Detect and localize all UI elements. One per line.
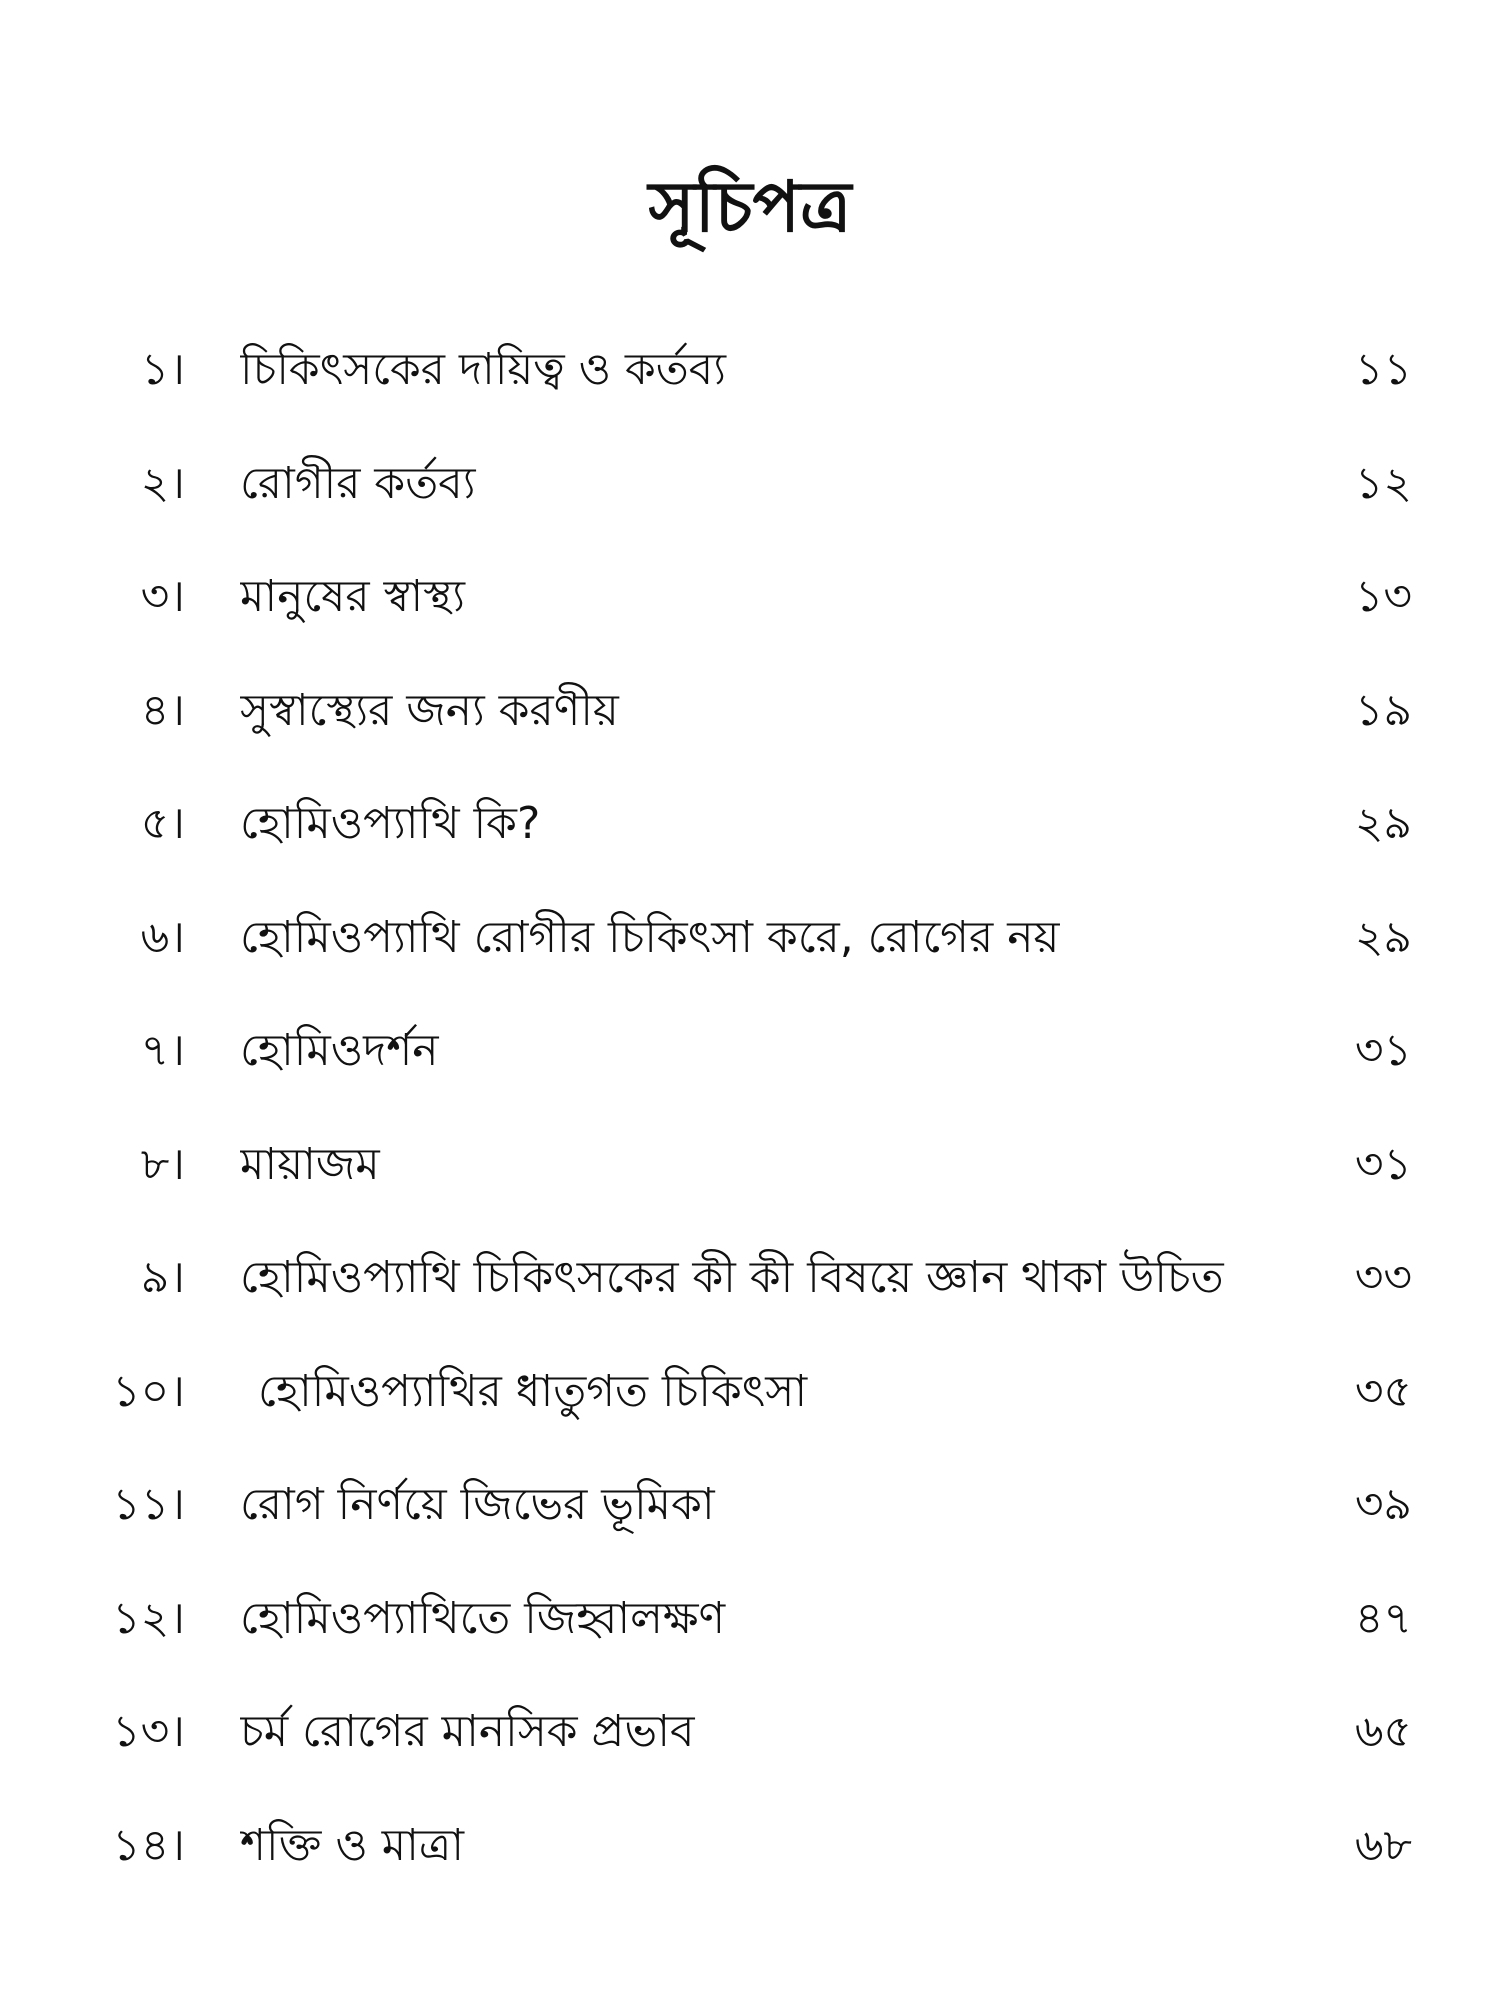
toc-entry-number: ৩। bbox=[140, 571, 185, 622]
toc-entry-number: ৪। bbox=[140, 684, 185, 736]
toc-entry-number: ৫। bbox=[140, 798, 185, 849]
toc-entry-title: শক্তি ও মাত্রা bbox=[240, 1819, 464, 1871]
toc-entry-page: ৬৫ bbox=[1354, 1706, 1412, 1757]
toc-entry-title: সুস্বাস্থ্যের জন্য করণীয় bbox=[240, 684, 619, 736]
toc-entry bbox=[0, 1125, 1500, 1239]
toc-entry-title: মায়াজম bbox=[240, 1138, 380, 1190]
toc-entry bbox=[0, 444, 1500, 558]
toc-entry-number: ৬। bbox=[140, 911, 185, 963]
toc-entry-number: ১১। bbox=[112, 1479, 185, 1530]
toc-entry-number: ১। bbox=[140, 344, 185, 395]
toc-entry bbox=[0, 898, 1500, 1012]
toc-entry-title: হোমিওপ্যাথির ধাতুগত চিকিৎসা bbox=[258, 1365, 808, 1417]
toc-entry-number: ১৪। bbox=[112, 1819, 185, 1871]
toc-entry bbox=[0, 1352, 1500, 1466]
toc-entry-number: ১২। bbox=[112, 1592, 185, 1644]
toc-entry-page: ৩৫ bbox=[1354, 1365, 1412, 1417]
toc-entry-page: ৩১ bbox=[1354, 1138, 1412, 1190]
toc-entry-number: ১০। bbox=[112, 1365, 185, 1417]
toc-entry bbox=[0, 1579, 1500, 1693]
toc-entry-number: ১৩। bbox=[112, 1706, 185, 1757]
toc-entry-page: ২৯ bbox=[1354, 911, 1412, 963]
toc-entry-title: মানুষের স্বাস্থ্য bbox=[240, 571, 466, 622]
toc-entry-title: রোগীর কর্তব্য bbox=[240, 457, 476, 509]
toc-entry-page: ৩৩ bbox=[1354, 1252, 1412, 1303]
toc-entry-page: ৬৮ bbox=[1354, 1819, 1412, 1871]
toc-entry-title: হোমিওপ্যাথি কি? bbox=[240, 798, 541, 849]
toc-entry bbox=[0, 1465, 1500, 1579]
page-title: সূচিপত্র bbox=[648, 165, 852, 248]
toc-entry bbox=[0, 1238, 1500, 1352]
toc-entry-title: হোমিওপ্যাথিতে জিহ্বালক্ষণ bbox=[240, 1592, 726, 1644]
toc-entry-number: ২। bbox=[140, 457, 185, 509]
toc-entry-number: ৭। bbox=[140, 1025, 185, 1076]
toc-entry-page: ১৩ bbox=[1354, 571, 1412, 622]
toc-entry-title: হোমিওপ্যাথি চিকিৎসকের কী কী বিষয়ে জ্ঞান থাকা উচিত bbox=[240, 1252, 1224, 1303]
toc-entry bbox=[0, 784, 1500, 898]
toc-list bbox=[0, 330, 1500, 1919]
toc-entry bbox=[0, 671, 1500, 785]
toc-entry-page: ৩৯ bbox=[1354, 1479, 1412, 1530]
toc-entry-page: ৩১ bbox=[1354, 1025, 1412, 1076]
toc-entry bbox=[0, 1806, 1500, 1920]
toc-entry-page: ১১ bbox=[1354, 344, 1412, 395]
toc-entry-title: চর্ম রোগের মানসিক প্রভাব bbox=[240, 1706, 695, 1757]
toc-entry-page: ২৯ bbox=[1354, 798, 1412, 849]
toc-entry-page: ৪৭ bbox=[1354, 1592, 1412, 1644]
toc-entry-number: ৮। bbox=[140, 1138, 185, 1190]
toc-entry-title: চিকিৎসকের দায়িত্ব ও কর্তব্য bbox=[240, 344, 727, 395]
toc-entry-number: ৯। bbox=[140, 1252, 185, 1303]
toc-entry bbox=[0, 330, 1500, 444]
toc-entry bbox=[0, 557, 1500, 671]
toc-entry bbox=[0, 1692, 1500, 1806]
toc-entry-title: হোমিওপ্যাথি রোগীর চিকিৎসা করে, রোগের নয় bbox=[240, 911, 1060, 963]
toc-entry-page: ১৯ bbox=[1354, 684, 1412, 736]
toc-entry-title: হোমিওদর্শন bbox=[240, 1025, 439, 1076]
toc-entry bbox=[0, 1011, 1500, 1125]
toc-entry-page: ১২ bbox=[1354, 457, 1412, 509]
toc-entry-title: রোগ নির্ণয়ে জিভের ভূমিকা bbox=[240, 1479, 715, 1530]
